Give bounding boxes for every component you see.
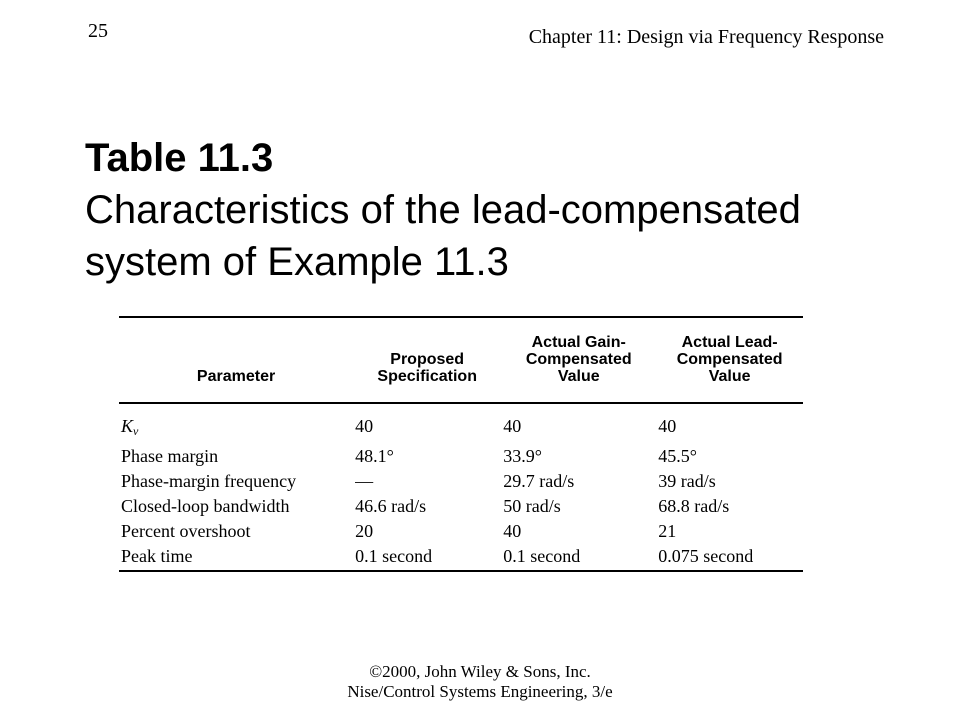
characteristics-table	[119, 316, 803, 572]
table-row	[119, 494, 803, 519]
table-row	[119, 444, 803, 469]
row-gain: 40	[503, 416, 522, 436]
kv-subscript: v	[133, 424, 139, 438]
row-proposed: 46.6 rad/s	[355, 496, 427, 516]
row-gain: 40	[503, 521, 522, 541]
row-lead: 21	[658, 521, 677, 541]
table-row	[119, 403, 803, 444]
row-parameter: Phase margin	[121, 446, 219, 466]
row-proposed: 20	[355, 521, 374, 541]
row-gain: 0.1 second	[503, 546, 581, 566]
footer	[0, 662, 960, 702]
table-row	[119, 544, 803, 571]
row-gain: 50 rad/s	[503, 496, 561, 516]
row-proposed: 40	[355, 416, 374, 436]
footer-book: Nise/Control Systems Engineering, 3/e	[347, 682, 613, 701]
row-parameter: Phase-margin frequency	[121, 471, 297, 491]
row-proposed: 48.1°	[355, 446, 394, 466]
row-lead: 40	[658, 416, 677, 436]
row-proposed: 0.1 second	[355, 546, 433, 566]
page-number: 25	[88, 20, 108, 42]
row-parameter: Closed-loop bandwidth	[121, 496, 290, 516]
row-lead: 45.5°	[658, 446, 697, 466]
table-label: Table 11.3	[85, 136, 274, 180]
table-header-row	[119, 317, 803, 403]
row-gain: 29.7 rad/s	[503, 471, 575, 491]
column-header-lead: Actual Lead-Compensated Value	[656, 317, 803, 403]
row-proposed: —	[355, 471, 374, 491]
row-parameter	[119, 403, 353, 444]
table-row	[119, 519, 803, 544]
row-lead: 68.8 rad/s	[658, 496, 730, 516]
row-parameter: Peak time	[121, 546, 193, 566]
chapter-header: Chapter 11: Design via Frequency Response	[528, 26, 884, 48]
column-header-parameter: Parameter	[119, 317, 353, 403]
kv-symbol: K	[121, 416, 134, 436]
row-lead: 39 rad/s	[658, 471, 716, 491]
table-row	[119, 469, 803, 494]
row-gain: 33.9°	[503, 446, 542, 466]
footer-copyright: ©2000, John Wiley & Sons, Inc.	[369, 662, 591, 681]
table-caption: Characteristics of the lead-compensated system of Example 11.3	[85, 188, 801, 284]
table-title	[85, 132, 885, 288]
column-header-gain: Actual Gain-Compensated Value	[501, 317, 656, 403]
row-parameter: Percent overshoot	[121, 521, 251, 541]
row-lead: 0.075 second	[658, 546, 754, 566]
column-header-proposed: Proposed Specification	[353, 317, 501, 403]
